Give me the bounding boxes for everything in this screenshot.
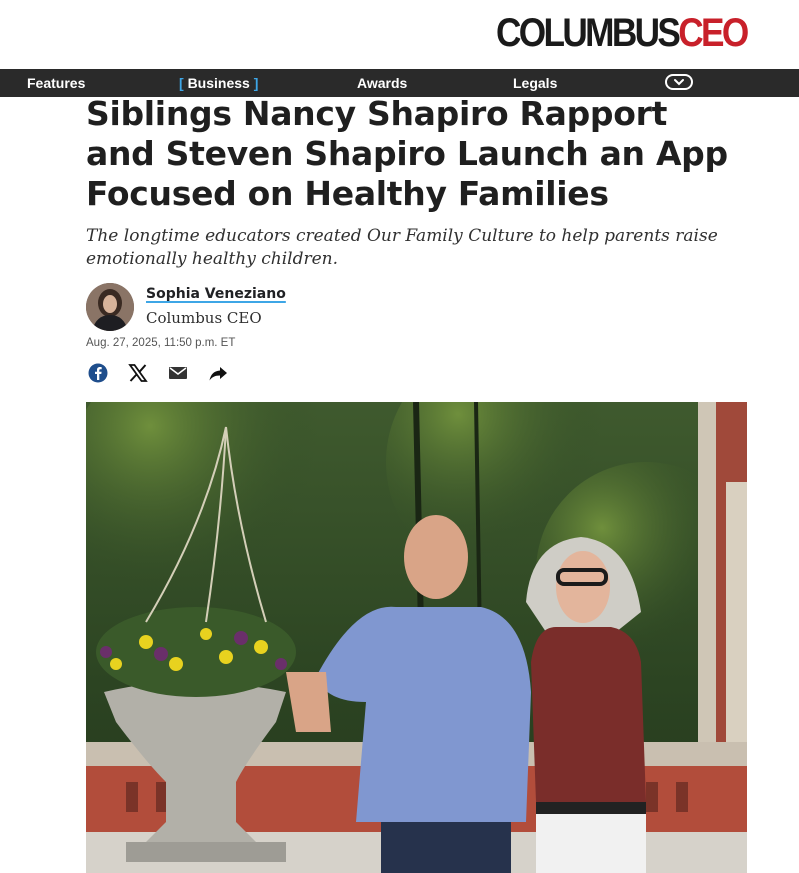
author-photo <box>86 283 134 331</box>
facebook-share-button[interactable] <box>87 362 109 384</box>
email-share-button[interactable] <box>167 362 189 384</box>
nav-more-button[interactable] <box>665 74 693 90</box>
author-avatar[interactable] <box>86 283 134 331</box>
chevron-down-icon <box>674 78 684 86</box>
active-bracket-open: [ <box>179 75 184 91</box>
article-subhead: The longtime educators created Our Family Culture to help parents raise emotionally healthy children. <box>86 226 718 269</box>
nav-item-features[interactable] <box>27 69 85 97</box>
section-nav <box>0 69 799 97</box>
nav-label-awards: Awards <box>357 75 408 91</box>
more-share-button[interactable] <box>207 362 229 384</box>
publish-timestamp: Aug. 27, 2025, 11:50 p.m. ET <box>86 337 236 349</box>
facebook-icon <box>87 362 109 384</box>
logo-columbus-text: COLUMBUS <box>496 11 679 55</box>
x-icon <box>127 362 149 384</box>
hero-image <box>86 402 747 873</box>
columbus-ceo-logo[interactable] <box>496 11 747 55</box>
nav-item-awards[interactable] <box>357 69 407 97</box>
nav-item-legals[interactable] <box>513 69 557 97</box>
x-share-button[interactable] <box>127 362 149 384</box>
article-headline: Siblings Nancy Shapiro Rapport and Steven Shapiro Launch an App Focused on Healthy Families <box>86 94 728 213</box>
logo-ceo-text: CEO <box>678 11 747 55</box>
nav-label-legals: Legals <box>513 75 558 91</box>
nav-item-business[interactable] <box>179 69 258 97</box>
author-name-link[interactable]: Sophia Veneziano <box>146 286 286 302</box>
email-icon <box>167 362 189 384</box>
author-affiliation: Columbus CEO <box>146 309 262 327</box>
active-bracket-close: ] <box>253 75 259 91</box>
nav-label-features: Features <box>27 75 86 91</box>
hero-photo <box>86 402 747 873</box>
share-arrow-icon <box>207 362 229 384</box>
nav-label-business: Business <box>187 75 250 91</box>
